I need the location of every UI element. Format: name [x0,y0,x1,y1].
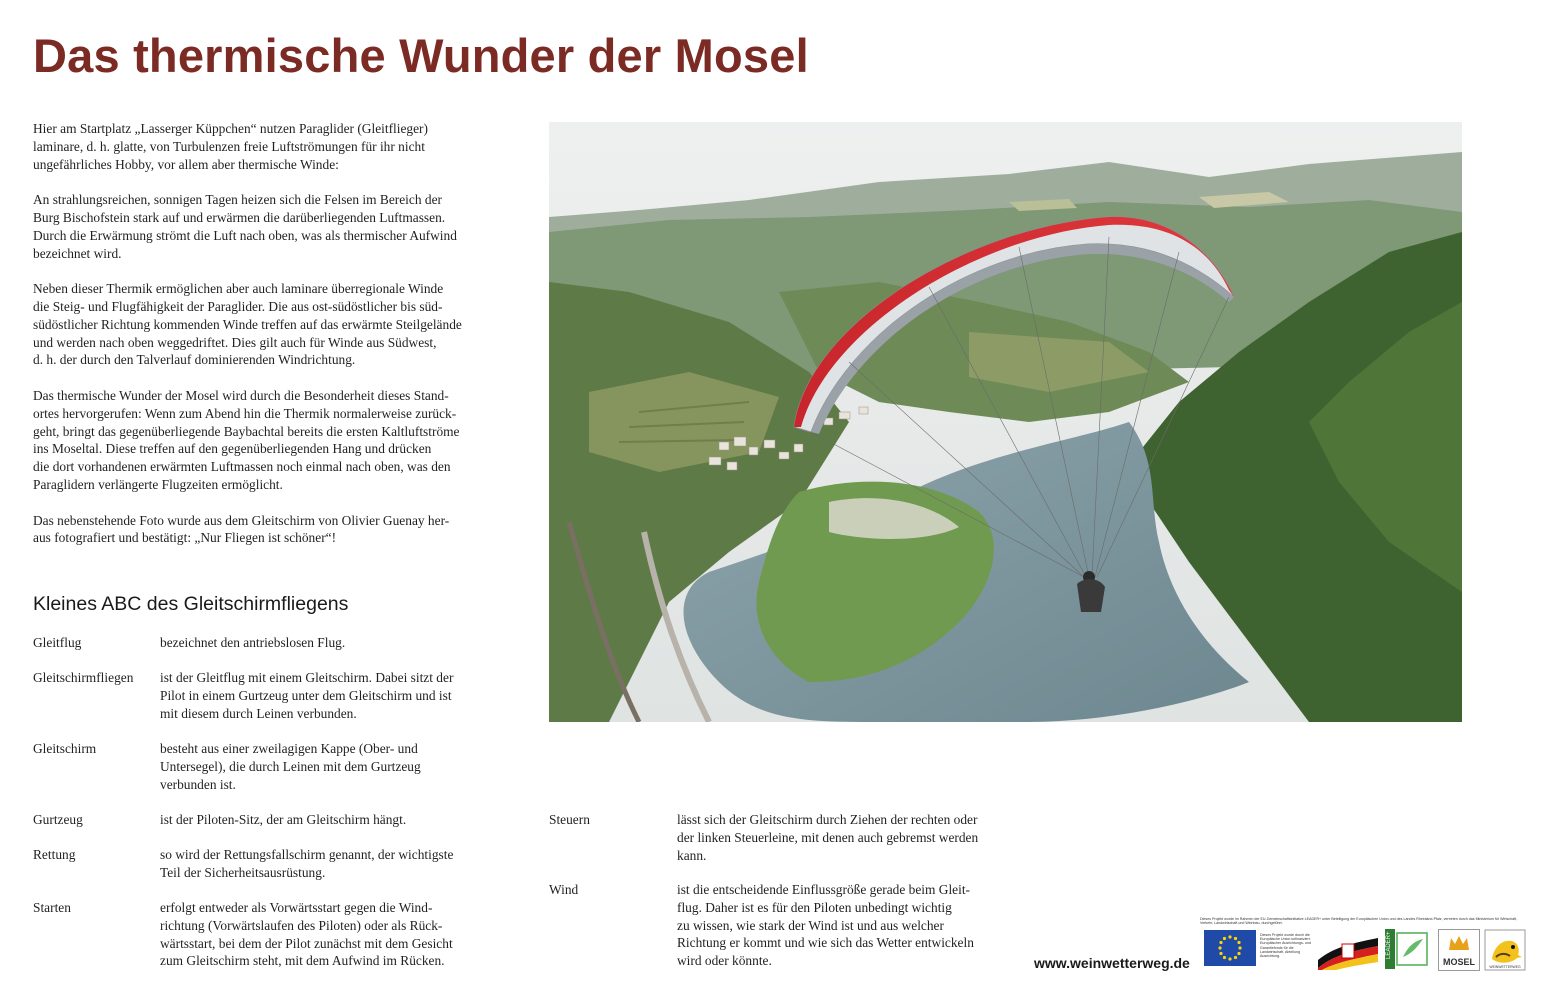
glossary-term: Wind [549,882,579,897]
glossary-term: Steuern [549,812,590,827]
intro-paragraph: An strahlungsreichen, sonnigen Tagen heizen sich die Felsen im Bereich der Burg Bischofstein stark auf und erwärmen die darüberliegenden Luftmassen. Durch die Erwärmung strömt die Luft nach oben, was als thermischer Aufwind bezeichnet wird. [33,192,457,261]
sponsor-logos [1200,915,1530,977]
glossary-definition: bezeichnet den antriebslosen Flug. [160,635,346,650]
glossary-term: Gurtzeug [33,812,83,827]
eu-stars-icon [1204,930,1256,966]
intro-paragraph: Neben dieser Thermik ermöglichen aber auch laminare überregionale Winde die Steig- und Flugfähigkeit der Paraglider. Die aus ost-südöstlicher bis süd- südöstlicher Richtung kommenden Winde treffen auf das erwärmte Steilgelände und werden nach oben weggedriftet. Dies gilt auch für Winde aus Südwest, d. h. der durch den Talverlauf dominierenden Windrichtung. [33,281,462,368]
glossary-term: Rettung [33,847,76,862]
eu-flag-icon [1204,930,1256,966]
glossary-definition: ist der Piloten-Sitz, der am Gleitschirm hängt. [160,812,407,827]
weinwetterweg-label: WEINWETTERWEG [1489,965,1521,969]
website-link[interactable]: www.weinwetterweg.de [1034,955,1190,971]
paraglider-photo [549,122,1462,722]
rlp-flag-icon [1318,930,1378,970]
glossary-definition: so wird der Rettungsfallschirm genannt, der wichtigste Teil der Sicherheitsausrüstung. [160,847,454,880]
glossary-term: Gleitschirm [33,741,97,756]
glossary-definition: lässt sich der Gleitschirm durch Ziehen der rechten oder der linken Steuerleine, mit denen auch gebremst werden kann. [677,812,979,863]
glossary-term: Starten [33,900,71,915]
glossary-term: Gleitschirmfliegen [33,670,134,685]
abc-heading: Kleines ABC des Gleitschirmfliegens [33,593,349,615]
glossary-definition: ist der Gleitflug mit einem Gleitschirm. Dabei sitzt der Pilot in einem Gurtzeug unter dem Gleitschirm und ist mit diesem durch Leinen verbunden. [160,670,454,721]
intro-paragraph: Das thermische Wunder der Mosel wird durch die Besonderheit dieses Stand- ortes hervorgerufen: Wenn zum Abend hin die Thermik normalerweise zurück- geht, bringt das gegenüberliegende Baybachtal bereits die ersten Kaltluftströme ins Moseltal. Diese treffen auf den gegenüberliegenden Hang und drücken die dort vorhandenen erwärmten Luftmassen noch einmal nach oben, was den Paraglidern verlängerte Flugzeiten ermöglicht. [33,387,460,492]
glossary-definition: besteht aus einer zweilagigen Kappe (Ober- und Untersegel), die durch Leinen mit dem Gurtzeug verbunden ist. [160,741,421,792]
mosel-crown-icon [1439,930,1479,956]
mosel-logo-icon [1438,929,1480,971]
leader-logo-shape [1385,929,1431,969]
rlp-flag-shape [1318,930,1378,970]
mosel-label: MOSEL [1442,957,1475,967]
funding-note: Dieses Projekt wurde im Rahmen der EU-Gemeinschaftsinitiative LEADER+ unter Beteiligung der Europäischen Union und des Landes Rheinland-Pfalz, vertreten durch das Ministerium für Wirtschaft, Verkehr, Landwirtschaft und Weinbau, durchgeführt. [1200,917,1518,926]
weinwetterweg-logo-icon [1484,929,1526,971]
intro-paragraph: Hier am Startplatz „Lasserger Küppchen“ nutzen Paraglider (Gleitflieger) laminare, d. h. glatte, von Turbulenzen freie Luftströmungen für ihr nicht ungefährliches Hobby, vor allem aber thermische Winde: [33,121,428,172]
eu-note: Dieses Projekt wurde durch die Europäische Union kofinanziert. Europäischer Ausrichtungs- und Garantiefonds für die Landwirtschaft, Abteilung Ausrichtung. [1260,933,1311,959]
leader-logo-icon [1385,929,1431,969]
mosel-valley-illustration [549,122,1462,722]
leader-label: LEADER+ [1386,931,1392,959]
intro-text [33,120,473,565]
intro-paragraph: Das nebenstehende Foto wurde aus dem Gleitschirm von Olivier Guenay her- aus fotografiert und bestätigt: „Nur Fliegen ist schöner“! [33,512,450,546]
glossary-term: Gleitflug [33,635,82,650]
page-title: Das thermische Wunder der Mosel [33,29,809,82]
glossary-definition: erfolgt entweder als Vorwärtsstart gegen die Wind- richtung (Vorwärtslaufen des Piloten) oder als Rück- wärtsstart, bei dem der Pilot zunächst mit dem Gesicht zum Gleitschirm steht, mit dem Aufwind im Rücken. [160,900,453,969]
glossary-definition: ist die entscheidende Einflussgröße gerade beim Gleit- flug. Daher ist es für den Piloten unbedingt wichtig zu wissen, wie stark der Wind ist und aus welcher Richtung er kommt und wie sich das Wetter entwickeln wird oder könnte. [677,882,974,969]
